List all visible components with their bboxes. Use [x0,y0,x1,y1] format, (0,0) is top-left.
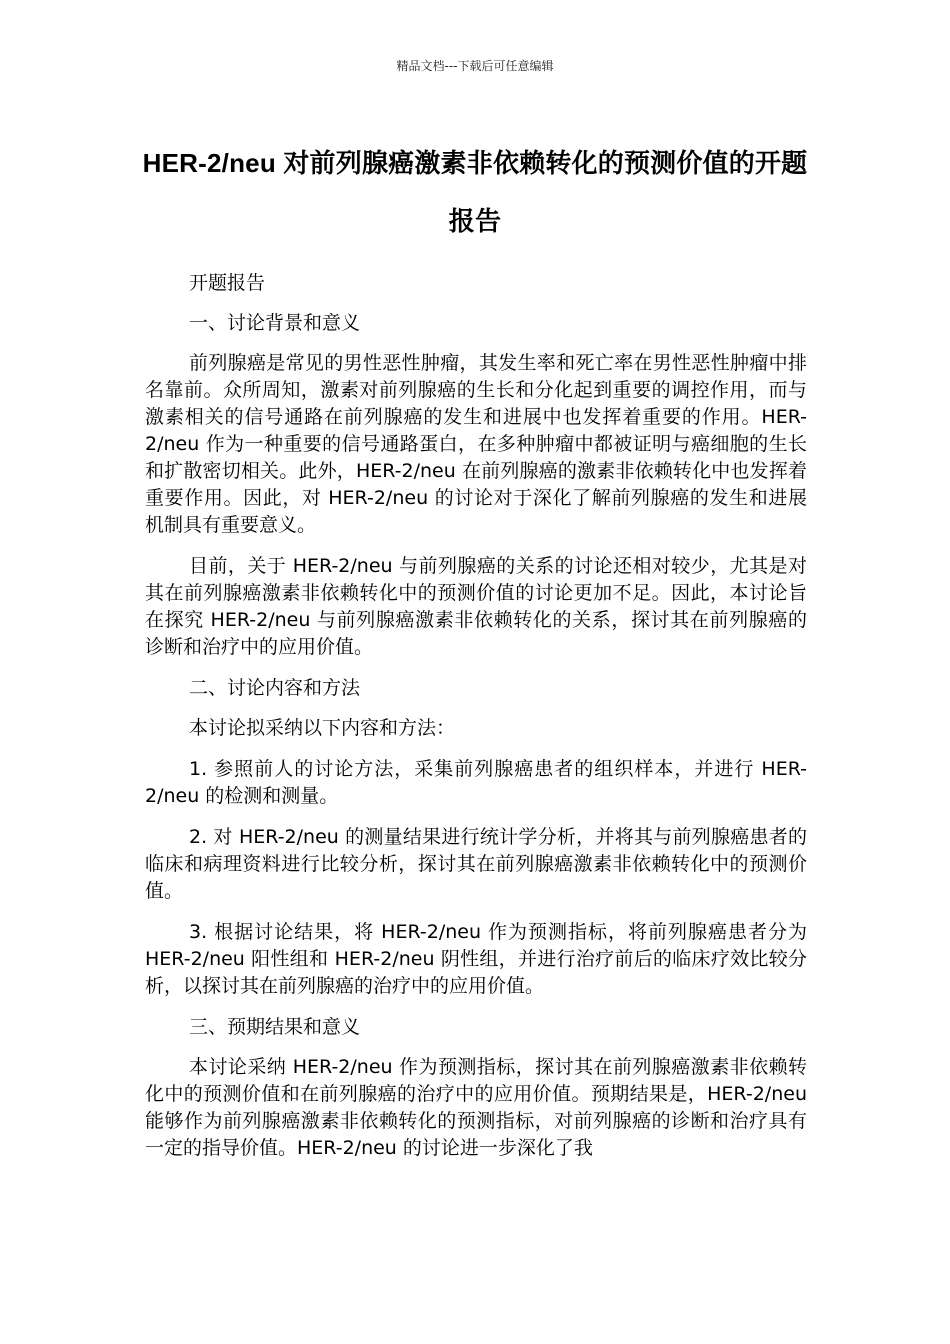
section-heading: 一、讨论背景和意义 [189,312,361,334]
paragraph: 前列腺癌是常见的男性恶性肿瘤，其发生率和死亡率在男性恶性肿瘤中排名靠前。众所周知，激素对前列腺癌的生长和分化起到重要的调控作用，而与激素相关的信号通路在前列腺癌的发生和进展中也发挥着重要的作用。HER-2/neu 作为一种重要的信号通路蛋白，在多种肿瘤中都被证明与癌细胞的生长和扩散密切相关。此外，HER-2/neu 在前列腺癌的激素非依赖转化中也发挥着重要作用。因此，对 HER-2/neu 的讨论对于深化了解前列腺癌的发生和进展机制具有重要意义。 [145,352,807,536]
document-title: HER-2/neu 对前列腺癌激素非依赖转化的预测价值的开题报告 [142,148,808,236]
list-item: 2. 对 HER-2/neu 的测量结果进行统计学分析，并将其与前列腺癌患者的临床和病理资料进行比较分析，探讨其在前列腺癌激素非依赖转化中的预测价值。 [145,826,807,902]
section-heading: 三、预期结果和意义 [189,1016,361,1038]
list-item: 1. 参照前人的讨论方法，采集前列腺癌患者的组织样本，并进行 HER-2/neu 的检测和测量。 [145,758,807,807]
paragraph: 本讨论拟采纳以下内容和方法： [189,717,456,739]
document-body [145,270,807,1176]
list-item: 3. 根据讨论结果，将 HER-2/neu 作为预测指标，将前列腺癌患者分为 HER-2/neu 阳性组和 HER-2/neu 阴性组，并进行治疗前后的临床疗效比较分析，以探讨其在前列腺癌的治疗中的应用价值。 [145,921,807,997]
section-label: 开题报告 [189,272,266,294]
section-heading: 二、讨论内容和方法 [189,677,361,699]
header-note: 精品文档---下载后可任意编辑 [396,59,554,73]
paragraph: 目前，关于 HER-2/neu 与前列腺癌的关系的讨论还相对较少，尤其是对其在前列腺癌激素非依赖转化中的预测价值的讨论更加不足。因此，本讨论旨在探究 HER-2/neu 与前列腺癌激素非依赖转化的关系，探讨其在前列腺癌的诊断和治疗中的应用价值。 [145,555,807,658]
paragraph: 本讨论采纳 HER-2/neu 作为预测指标，探讨其在前列腺癌激素非依赖转化中的预测价值和在前列腺癌的治疗中的应用价值。预期结果是，HER-2/neu 能够作为前列腺癌激素非依赖转化的预测指标，对前列腺癌的诊断和治疗具有一定的指导价值。HER-2/neu 的讨论进一步深化了我 [145,1056,807,1159]
